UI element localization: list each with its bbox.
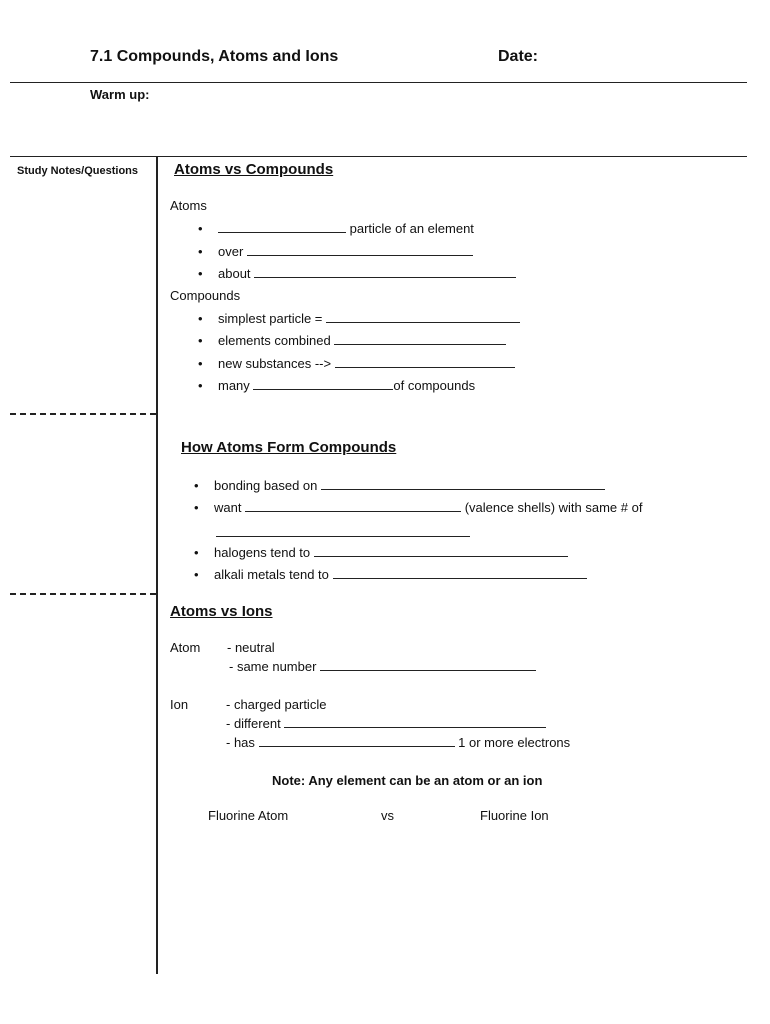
fill-in-blank[interactable] bbox=[218, 221, 346, 233]
fluorine-ion-label: Fluorine Ion bbox=[480, 808, 549, 823]
section-divider-1 bbox=[10, 413, 156, 415]
fill-in-blank[interactable] bbox=[245, 500, 461, 512]
list-item bbox=[218, 221, 474, 236]
list-item-text: halogens tend to bbox=[214, 545, 311, 560]
list-item-text: particle of an element bbox=[349, 221, 474, 236]
list-item-text: - same number bbox=[229, 659, 317, 674]
list-item bbox=[218, 356, 515, 371]
list-item-text: many bbox=[218, 378, 250, 393]
list-item bbox=[218, 311, 520, 326]
fill-in-blank[interactable] bbox=[216, 525, 470, 537]
fill-in-blank[interactable] bbox=[321, 478, 605, 490]
fill-in-blank[interactable] bbox=[247, 244, 473, 256]
list-item-text: want bbox=[214, 500, 242, 515]
page-title: 7.1 Compounds, Atoms and Ions bbox=[90, 48, 339, 65]
list-item-continuation bbox=[216, 524, 470, 542]
list-item bbox=[218, 378, 475, 393]
fill-in-blank[interactable] bbox=[314, 545, 568, 557]
list-item bbox=[229, 659, 536, 674]
list-item bbox=[214, 545, 568, 560]
bullet-icon: • bbox=[194, 500, 199, 515]
bullet-icon: • bbox=[194, 567, 199, 582]
fill-in-blank[interactable] bbox=[259, 735, 455, 747]
list-item-text: new substances --> bbox=[218, 356, 332, 371]
warmup-label: Warm up: bbox=[90, 87, 150, 102]
fill-in-blank[interactable] bbox=[320, 659, 536, 671]
list-item-text: (valence shells) with same # of bbox=[464, 500, 643, 515]
date-label: Date: bbox=[498, 48, 539, 65]
study-notes-label: Study Notes/Questions bbox=[17, 165, 139, 177]
atom-label: Atom bbox=[170, 640, 201, 655]
notes-top-divider bbox=[10, 156, 747, 157]
bullet-icon: • bbox=[198, 244, 203, 259]
vs-label: vs bbox=[381, 808, 394, 823]
ion-line-charged: - charged particle bbox=[226, 697, 327, 712]
ion-label: Ion bbox=[170, 697, 189, 712]
compounds-label: Compounds bbox=[170, 288, 241, 303]
list-item-text: over bbox=[218, 244, 244, 259]
bullet-icon: • bbox=[198, 266, 203, 281]
fluorine-atom-label: Fluorine Atom bbox=[208, 808, 289, 823]
bullet-icon: • bbox=[198, 311, 203, 326]
list-item bbox=[218, 333, 506, 348]
atoms-label: Atoms bbox=[170, 198, 207, 213]
fill-in-blank[interactable] bbox=[334, 333, 506, 345]
atom-line-neutral: - neutral bbox=[227, 640, 275, 655]
list-item-text: of compounds bbox=[393, 378, 476, 393]
list-item bbox=[218, 266, 516, 281]
fill-in-blank[interactable] bbox=[254, 266, 516, 278]
fill-in-blank[interactable] bbox=[326, 311, 520, 323]
note-text: Note: Any element can be an atom or an ion bbox=[272, 773, 543, 788]
bullet-icon: • bbox=[198, 378, 203, 393]
list-item-text: - different bbox=[226, 716, 281, 731]
section-divider-2 bbox=[10, 593, 156, 595]
fill-in-blank[interactable] bbox=[284, 716, 546, 728]
bullet-icon: • bbox=[198, 356, 203, 371]
list-item-text: simplest particle = bbox=[218, 311, 323, 326]
list-item bbox=[214, 478, 605, 493]
bullet-icon: • bbox=[198, 221, 203, 236]
list-item-text: elements combined bbox=[218, 333, 331, 348]
fill-in-blank[interactable] bbox=[253, 378, 393, 390]
header-divider bbox=[10, 82, 747, 83]
section-heading-atoms-vs-ions: Atoms vs Ions bbox=[170, 603, 273, 620]
fill-in-blank[interactable] bbox=[335, 356, 515, 368]
list-item-text: 1 or more electrons bbox=[458, 735, 571, 750]
fill-in-blank[interactable] bbox=[333, 567, 587, 579]
list-item-text: bonding based on bbox=[214, 478, 318, 493]
list-item-text: about bbox=[218, 266, 251, 281]
list-item bbox=[226, 735, 570, 750]
section-heading-atoms-vs-compounds: Atoms vs Compounds bbox=[174, 161, 334, 178]
bullet-icon: • bbox=[198, 333, 203, 348]
list-item bbox=[218, 244, 473, 259]
bullet-icon: • bbox=[194, 478, 199, 493]
list-item bbox=[226, 716, 546, 731]
list-item-text: alkali metals tend to bbox=[214, 567, 329, 582]
bullet-icon: • bbox=[194, 545, 199, 560]
list-item bbox=[214, 500, 642, 515]
notes-column-divider bbox=[156, 156, 158, 974]
list-item-text: - has bbox=[226, 735, 255, 750]
list-item bbox=[214, 567, 587, 582]
section-heading-how-atoms-form-compounds: How Atoms Form Compounds bbox=[181, 439, 397, 456]
